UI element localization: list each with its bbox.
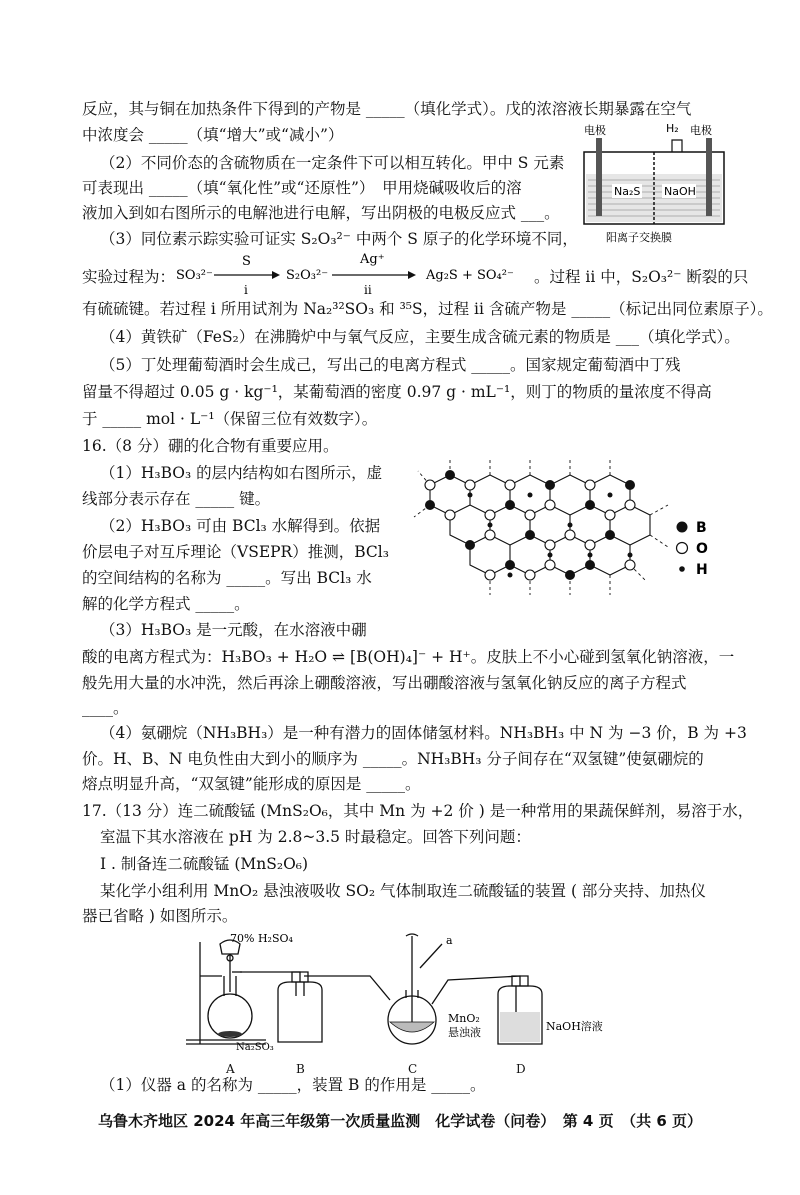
page-footer: 乌鲁木齐地区 2024 年高三年级第一次质量监测 化学试卷（问卷） 第 4 页 （共 6 页） [98,1112,702,1130]
cell-na2s-label: Na₂S [614,185,641,198]
scheme-so3: SO₃²⁻ [176,268,213,283]
reaction-scheme [176,250,556,298]
text-line: 。过程 ii 中，S₂O₃²⁻ 断裂的只 [534,268,749,286]
text-line: （5）丁处理葡萄酒时会生成己，写出己的电离方程式 _____。国家规定葡萄酒中丁残 [100,356,681,374]
text-line: 器已省略 ) 如图所示。 [82,907,238,925]
text-line: 室温下其水溶液在 pH 为 2.8~3.5 时最稳定。回答下列问题： [100,828,531,846]
text-line: （1）H₃BO₃ 的层内结构如右图所示，虚 [100,464,383,482]
question-16-heading: 16.（8 分）硼的化合物有重要应用。 [82,437,339,455]
legend-o-label: O [696,541,708,557]
text-line: 中浓度会 _____（填“增大”或“减小”） [82,126,344,144]
apparatus-figure [180,932,620,1060]
text-line: ____。 [82,699,129,717]
text-line: 的空间结构的名称为 _____。写出 BCl₃ 水 [82,569,372,587]
text-line: 有硫硫键。若过程 i 所用试剂为 Na₂³²SO₃ 和 ³⁵S，过程 ii 含硫产物是 _____（标记出同位素原子）。 [82,300,773,318]
legend-h-label: H [696,562,708,578]
label-d: D [516,1062,526,1076]
question-17-heading: 17.（13 分）连二硫酸锰 (MnS₂O₆，其中 Mn 为 +2 价 ) 是一种常用的果蔬保鲜剂，易溶于水， [82,802,754,820]
text-line: （1）仪器 a 的名称为 _____，装置 B 的作用是 _____。 [100,1076,486,1094]
text-line: （3）同位素示踪实验可证实 S₂O₃²⁻ 中两个 S 原子的化学环境不同， [100,230,578,248]
apparatus-a-label: a [446,934,453,947]
label-a: A [226,1062,235,1076]
text-line: 留量不得超过 0.05 g · kg⁻¹，某葡萄酒的密度 0.97 g · mL⁻¹，则丁的物质的量浓度不得高 [82,383,712,401]
scheme-reagent-ag: Ag⁺ [360,252,385,267]
scheme-products: Ag₂S + SO₄²⁻ [426,268,514,283]
text-line: （4）黄铁矿（FeS₂）在沸腾炉中与氧气反应，主要生成含硫元素的物质是 ___（填化学式）。 [100,328,740,346]
cell-h2-label: H₂ [666,122,679,135]
scheme-step-i: i [244,283,248,297]
apparatus-acid-label: 70% H₂SO₄ [230,932,293,945]
text-line: 般先用大量的水冲洗，然后再涂上硼酸溶液，写出硼酸溶液与氢氧化钠反应的离子方程式 [82,674,687,692]
text-line: 可表现出 _____（填“氧化性”或“还原性”） 甲用烧碱吸收后的溶 [82,179,522,197]
cell-electrode-right-label: 电极 [690,124,712,137]
apparatus-naoh-label: NaOH溶液 [546,1020,603,1033]
text-line: 液加入到如右图所示的电解池进行电解，写出阴极的电极反应式 ___。 [82,204,560,222]
text-line: 于 _____ mol · L⁻¹（保留三位有效数字）。 [82,410,378,428]
electrolysis-cell-figure [578,122,730,246]
text-line: 价层电子对互斥理论（VSEPR）推测，BCl₃ [82,543,389,561]
text-line: 价。H、B、N 电负性由大到小的顺序为 _____。NH₃BH₃ 分子间存在“双氢键”使氨硼烷的 [82,750,704,768]
label-b: B [296,1062,305,1076]
scheme-reagent-s: S [242,254,251,269]
apparatus-suspension-label: 悬浊液 [448,1026,481,1039]
text-line: （4）氨硼烷（NH₃BH₃）是一种有潜力的固体储氢材料。NH₃BH₃ 中 N 为 −3 价，B 为 +3 [100,724,747,742]
text-line: 某化学小组利用 MnO₂ 悬浊液吸收 SO₂ 气体制取连二硫酸锰的装置 ( 部分夹持、加热仪 [100,882,706,900]
text-line: 熔点明显升高，“双氢键”能形成的原因是 _____。 [82,775,421,793]
text-line: 酸的电离方程式为：H₃BO₃ + H₂O ⇌ [B(OH)₄]⁻ + H⁺。皮肤上不小心碰到氢氧化钠溶液，一 [82,648,735,666]
text-line: 实验过程为： [82,268,176,286]
boric-acid-structure-figure [400,455,720,615]
section-heading: Ⅰ . 制备连二硫酸锰 (MnS₂O₆) [100,855,309,873]
text-line: 反应，其与铜在加热条件下得到的产物是 _____（填化学式）。戊的浓溶液长期暴露在空气 [82,100,692,118]
label-c: C [408,1062,418,1076]
scheme-step-ii: ii [364,283,372,297]
text-line: （3）H₃BO₃ 是一元酸，在水溶液中硼 [100,621,367,639]
text-line: 线部分表示存在 _____ 键。 [82,490,271,508]
cell-membrane-label: 阳离子交换膜 [606,231,672,244]
legend-b-label: B [696,520,707,536]
apparatus-mno2-label: MnO₂ [448,1012,480,1025]
scheme-s2o3: S₂O₃²⁻ [286,268,329,283]
text-line: （2）不同价态的含硫物质在一定条件下可以相互转化。甲中 S 元素 [100,154,565,172]
text-line: 解的化学方程式 _____。 [82,595,250,613]
cell-naoh-label: NaOH [664,185,696,198]
apparatus-na2so3-label: Na₂SO₃ [236,1042,274,1053]
cell-electrode-left-label: 电极 [584,124,606,137]
text-line: （2）H₃BO₃ 可由 BCl₃ 水解得到。依据 [100,517,381,535]
